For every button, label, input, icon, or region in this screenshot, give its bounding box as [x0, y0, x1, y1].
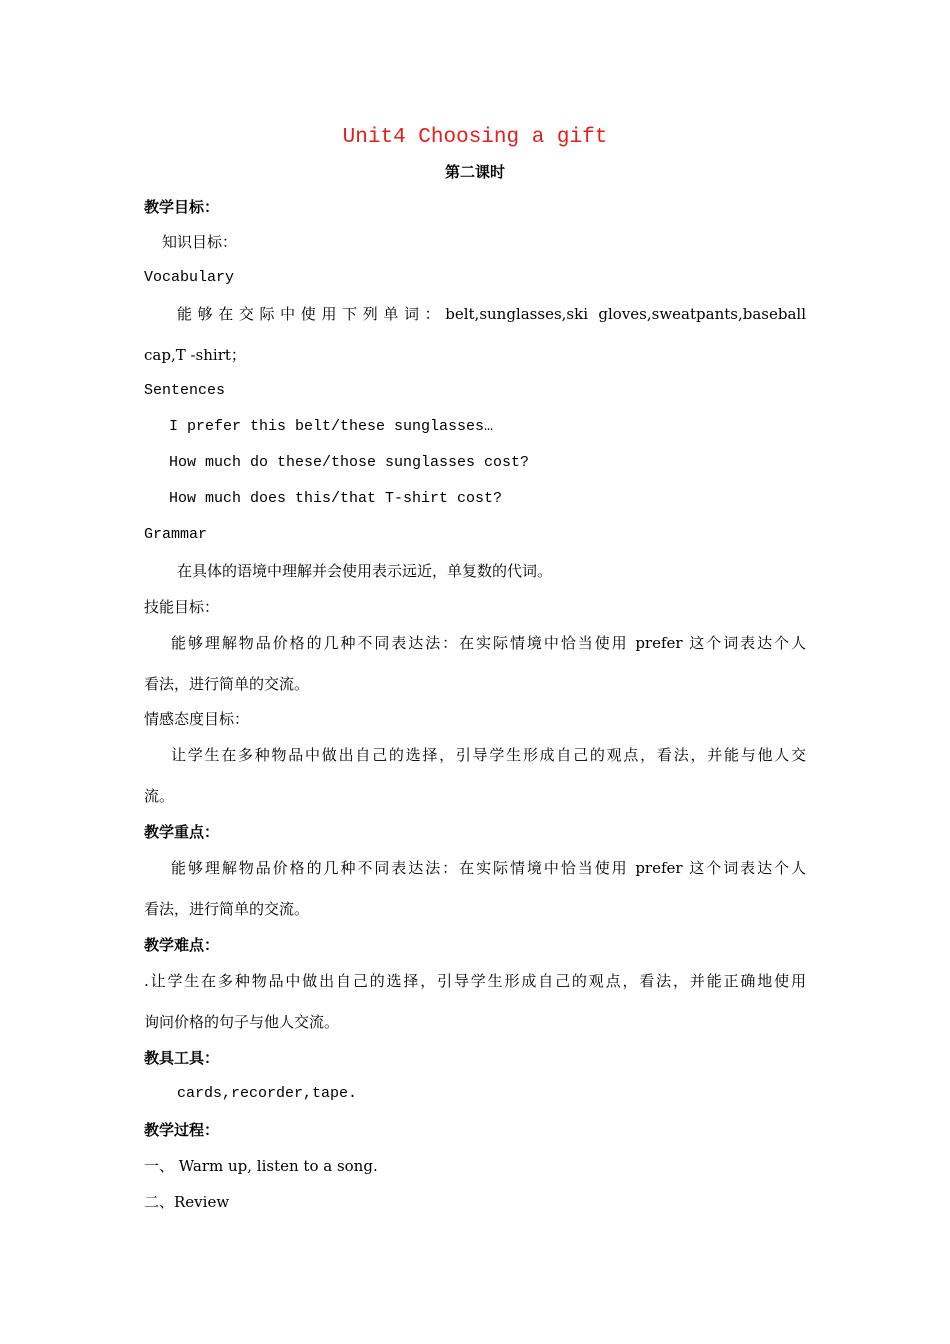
key-points-line2: 看法，进行简单的交流。	[144, 900, 310, 918]
process-step-2	[144, 1192, 229, 1212]
document-subtitle: 第二课时	[444, 163, 505, 181]
knowledge-goals-label: 知识目标：	[162, 233, 238, 251]
skill-goals-label: 技能目标：	[144, 598, 220, 616]
process-step-1-text: 一、 Warm up, listen to a song.	[144, 1157, 378, 1175]
process-step-1	[144, 1156, 378, 1176]
sentence-3: How much does this/that T-shirt cost?	[169, 490, 503, 507]
grammar-text: 在具体的语境中理解并会使用表示远近，单复数的代词。	[177, 562, 553, 580]
document-title: Unit4 Choosing a gift	[342, 126, 608, 149]
teaching-aids-heading: 教具工具：	[144, 1049, 220, 1067]
difficult-points-line2: 询问价格的句子与他人交流。	[144, 1013, 340, 1031]
vocabulary-label: Vocabulary	[144, 269, 235, 286]
vocabulary-text-line1: 能够在交际中使用下列单词：belt,sunglasses,ski gloves,sweatpants,baseball	[177, 305, 806, 323]
skill-text-line1: 能够理解物品价格的几种不同表达法：在实际情境中恰当使用 prefer 这个词表达个人	[171, 634, 806, 652]
difficult-points-heading: 教学难点：	[144, 936, 220, 954]
process-step-2-text: 二、Review	[144, 1193, 230, 1211]
skill-text-line2: 看法，进行简单的交流。	[144, 675, 310, 693]
sentences-label: Sentences	[144, 382, 226, 399]
key-points-line1: 能够理解物品价格的几种不同表达法：在实际情境中恰当使用 prefer 这个词表达个人	[171, 859, 806, 877]
grammar-label: Grammar	[144, 526, 208, 543]
sentence-1: I prefer this belt/these sunglasses…	[169, 418, 494, 435]
emotion-text-line2: 流。	[144, 787, 175, 805]
emotion-goals-label: 情感态度目标：	[144, 710, 250, 728]
emotion-text-line1: 让学生在多种物品中做出自己的选择，引导学生形成自己的观点，看法，并能与他人交	[171, 746, 806, 764]
teaching-goals-heading: 教学目标：	[144, 198, 220, 216]
difficult-points-line1: .让学生在多种物品中做出自己的选择，引导学生形成自己的观点，看法，并能正确地使用	[144, 972, 806, 990]
teaching-aids-text: cards,recorder,tape.	[177, 1085, 358, 1102]
key-points-heading: 教学重点：	[144, 823, 220, 841]
vocabulary-text-line2: cap,T -shirt；	[144, 346, 246, 364]
process-heading: 教学过程：	[144, 1121, 220, 1139]
sentence-2: How much do these/those sunglasses cost?	[169, 454, 530, 471]
